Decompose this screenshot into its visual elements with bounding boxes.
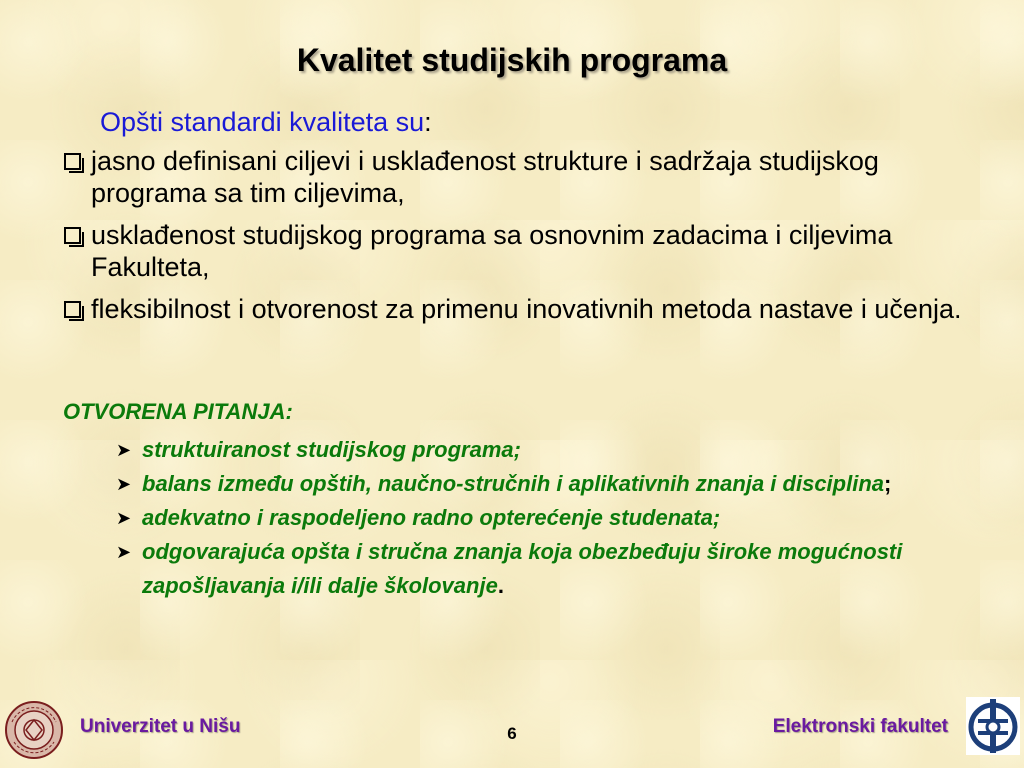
list-item-suffix: ;	[884, 471, 892, 496]
intro-label: Opšti standardi kvaliteta su	[100, 107, 425, 137]
list-item-text: odgovarajuća opšta i stručna znanja koja obezbeđuju široke mogućnosti zapošljavanja i/ili dalje školovanje	[142, 539, 903, 598]
list-item	[116, 501, 976, 535]
checkbox-bullet-icon	[64, 227, 81, 244]
list-item-suffix: .	[497, 573, 504, 598]
open-questions-title: OTVORENA PITANJA:	[63, 399, 293, 424]
checkbox-bullet-icon	[64, 301, 81, 318]
list-item	[116, 467, 976, 501]
list-item-text: jasno definisani ciljevi i usklađenost strukture i sadržaja studijskog programa sa tim ciljevima,	[91, 146, 879, 208]
list-item	[62, 145, 982, 209]
list-item-text: fleksibilnost i otvorenost za primenu inovativnih metoda nastave i učenja.	[91, 294, 962, 324]
list-item-text: balans između opštih, naučno-stručnih i aplikativnih znanja i disciplina	[142, 471, 885, 496]
checkbox-bullet-icon	[64, 153, 81, 170]
open-questions-list	[116, 433, 976, 603]
arrow-bullet-icon: ➤	[116, 542, 132, 562]
footer-faculty: Elektronski fakultet	[772, 716, 948, 737]
slide-title: Kvalitet studijskih programa	[296, 42, 728, 78]
standards-list	[62, 145, 982, 335]
list-item-text: adekvatno i raspodeljeno radno opterećenje studenata;	[142, 505, 721, 530]
arrow-bullet-icon: ➤	[116, 440, 132, 460]
list-item	[116, 535, 976, 603]
list-item	[62, 219, 982, 283]
arrow-bullet-icon: ➤	[116, 474, 132, 494]
page-number: 6	[507, 724, 517, 743]
footer-university: Univerzitet u Nišu	[80, 716, 241, 737]
list-item	[62, 293, 982, 325]
list-item	[116, 433, 976, 467]
list-item-text: struktuiranost studijskog programa;	[142, 437, 521, 462]
intro-colon: :	[424, 107, 432, 137]
arrow-bullet-icon: ➤	[116, 508, 132, 528]
intro-line	[100, 105, 432, 139]
list-item-text: usklađenost studijskog programa sa osnovnim zadacima i ciljevima Fakulteta,	[91, 220, 893, 282]
faculty-emblem-icon	[966, 697, 1020, 755]
